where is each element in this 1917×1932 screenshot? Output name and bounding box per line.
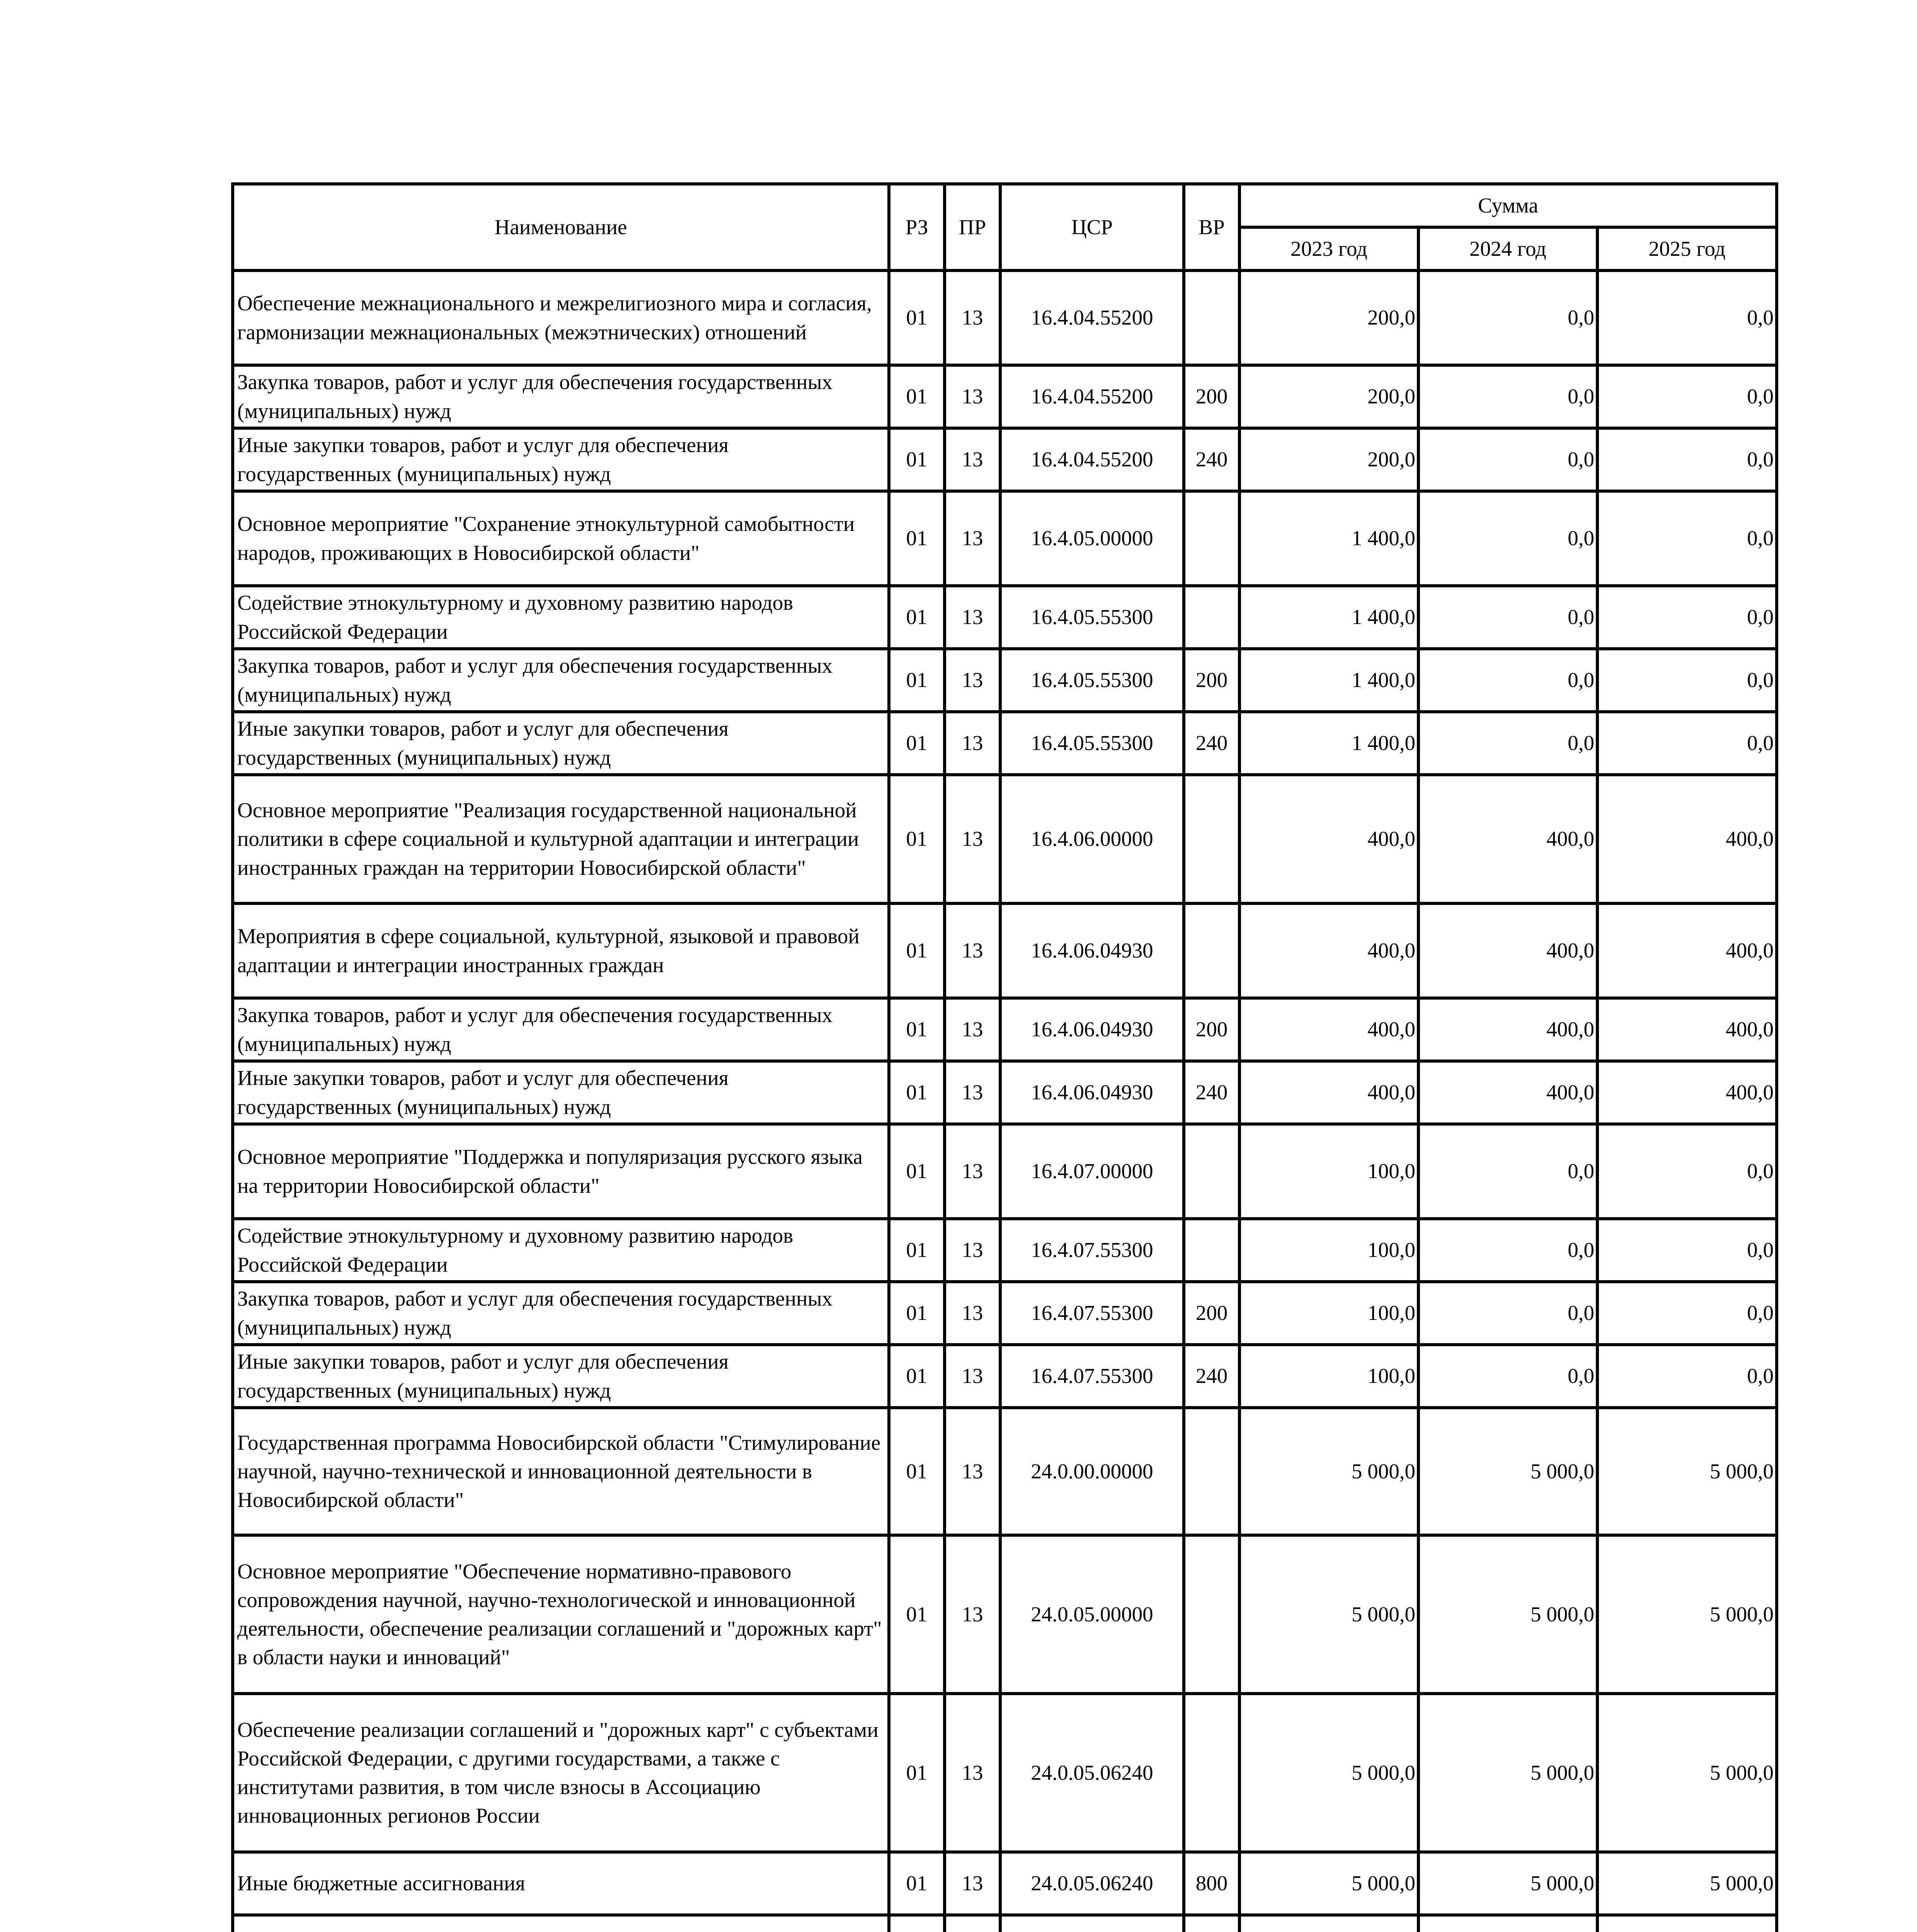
row-name: Иные закупки товаров, работ и услуг для обеспечения государственных (муниципальных) нужд [233, 428, 889, 491]
row-sum-2023: 1 400,0 [1239, 649, 1418, 712]
row-vr [1184, 1124, 1239, 1219]
row-name [233, 1915, 889, 1932]
row-sum-2023: 1 400,0 [1239, 491, 1418, 586]
row-pr: 13 [945, 491, 1000, 586]
row-sum-2025: 5 000,0 [1597, 1408, 1777, 1535]
table-row [233, 365, 1777, 428]
row-pr: 13 [945, 1345, 1000, 1408]
row-sum-2024: 400,0 [1418, 775, 1597, 903]
row-csr: 16.4.07.55300 [1000, 1282, 1184, 1345]
row-sum-2023: 100,0 [1239, 1345, 1418, 1408]
row-vr: 200 [1184, 1282, 1239, 1345]
row-pr: 13 [945, 428, 1000, 491]
row-vr: 200 [1184, 365, 1239, 428]
table-row [233, 998, 1777, 1061]
table-row [233, 586, 1777, 649]
row-sum-2024: 0,0 [1418, 270, 1597, 365]
row-rz: 01 [889, 1535, 945, 1694]
header-name: Наименование [233, 184, 889, 270]
row-name: Иные закупки товаров, работ и услуг для обеспечения государственных (муниципальных) нужд [233, 1345, 889, 1408]
row-pr: 13 [945, 270, 1000, 365]
row-csr: 16.4.07.00000 [1000, 1124, 1184, 1219]
row-sum-2023 [1239, 1915, 1418, 1932]
row-csr: 16.4.06.04930 [1000, 1061, 1184, 1124]
row-sum-2025: 0,0 [1597, 586, 1777, 649]
table-row [233, 903, 1777, 998]
row-sum-2025: 0,0 [1597, 270, 1777, 365]
row-sum-2025: 0,0 [1597, 1219, 1777, 1282]
row-vr [1184, 1694, 1239, 1852]
row-csr: 24.0.00.00000 [1000, 1408, 1184, 1535]
row-pr: 13 [945, 1124, 1000, 1219]
table-row [233, 1535, 1777, 1694]
row-sum-2025: 0,0 [1597, 712, 1777, 775]
row-sum-2025 [1597, 1915, 1777, 1932]
row-pr [945, 1915, 1000, 1932]
row-rz: 01 [889, 712, 945, 775]
row-sum-2023: 5 000,0 [1239, 1535, 1418, 1694]
row-sum-2023: 5 000,0 [1239, 1408, 1418, 1535]
row-sum-2024: 400,0 [1418, 1061, 1597, 1124]
row-csr [1000, 1915, 1184, 1932]
row-sum-2024: 5 000,0 [1418, 1408, 1597, 1535]
row-vr: 800 [1184, 1852, 1239, 1915]
row-sum-2025: 0,0 [1597, 365, 1777, 428]
row-sum-2024: 0,0 [1418, 712, 1597, 775]
row-rz: 01 [889, 903, 945, 998]
row-sum-2024: 0,0 [1418, 491, 1597, 586]
row-name: Закупка товаров, работ и услуг для обеспечения государственных (муниципальных) нужд [233, 1282, 889, 1345]
header-year-2025: 2025 год [1597, 227, 1777, 270]
header-year-2024: 2024 год [1418, 227, 1597, 270]
row-name: Закупка товаров, работ и услуг для обеспечения государственных (муниципальных) нужд [233, 649, 889, 712]
row-sum-2024: 0,0 [1418, 649, 1597, 712]
row-sum-2023: 1 400,0 [1239, 712, 1418, 775]
row-name: Основное мероприятие "Реализация государственной национальной политики в сфере социальной и культурной адаптации и интеграции иностранных граждан на территории Новосибирской области" [233, 775, 889, 903]
row-pr: 13 [945, 1852, 1000, 1915]
row-rz: 01 [889, 649, 945, 712]
row-rz: 01 [889, 998, 945, 1061]
row-rz: 01 [889, 1219, 945, 1282]
row-sum-2023: 100,0 [1239, 1219, 1418, 1282]
row-sum-2024: 0,0 [1418, 1219, 1597, 1282]
row-vr [1184, 1219, 1239, 1282]
row-csr: 16.4.04.55200 [1000, 270, 1184, 365]
row-csr: 16.4.04.55200 [1000, 428, 1184, 491]
row-pr: 13 [945, 1219, 1000, 1282]
row-csr: 16.4.07.55300 [1000, 1219, 1184, 1282]
row-rz: 01 [889, 775, 945, 903]
row-pr: 13 [945, 1282, 1000, 1345]
row-sum-2023: 200,0 [1239, 428, 1418, 491]
row-pr: 13 [945, 1408, 1000, 1535]
row-rz [889, 1915, 945, 1932]
row-sum-2025: 0,0 [1597, 428, 1777, 491]
row-vr [1184, 1535, 1239, 1694]
row-sum-2025: 0,0 [1597, 649, 1777, 712]
header-pr: ПР [945, 184, 1000, 270]
row-sum-2023: 400,0 [1239, 775, 1418, 903]
row-vr [1184, 903, 1239, 998]
row-pr: 13 [945, 1535, 1000, 1694]
row-name: Закупка товаров, работ и услуг для обеспечения государственных (муниципальных) нужд [233, 998, 889, 1061]
row-name: Основное мероприятие "Обеспечение нормативно-правового сопровождения научной, научно-технологической и инновационной деятельности, обеспечение реализации соглашений и "дорожных карт" в области науки и инноваций" [233, 1535, 889, 1694]
row-csr: 24.0.05.06240 [1000, 1694, 1184, 1852]
row-sum-2024: 0,0 [1418, 1124, 1597, 1219]
row-rz: 01 [889, 365, 945, 428]
row-pr: 13 [945, 1061, 1000, 1124]
row-rz: 01 [889, 1694, 945, 1852]
row-sum-2023: 5 000,0 [1239, 1694, 1418, 1852]
row-pr: 13 [945, 649, 1000, 712]
row-pr: 13 [945, 1694, 1000, 1852]
row-sum-2025: 0,0 [1597, 1282, 1777, 1345]
row-vr [1184, 586, 1239, 649]
row-name: Государственная программа Новосибирской области "Стимулирование научной, научно-технической и инновационной деятельности в Новосибирской области" [233, 1408, 889, 1535]
row-pr: 13 [945, 998, 1000, 1061]
row-csr: 16.4.05.55300 [1000, 712, 1184, 775]
row-rz: 01 [889, 1408, 945, 1535]
row-sum-2023: 100,0 [1239, 1282, 1418, 1345]
row-vr: 240 [1184, 712, 1239, 775]
row-sum-2024: 0,0 [1418, 428, 1597, 491]
table-row [233, 1694, 1777, 1852]
row-csr: 16.4.06.04930 [1000, 998, 1184, 1061]
row-pr: 13 [945, 775, 1000, 903]
row-sum-2024: 5 000,0 [1418, 1852, 1597, 1915]
row-rz: 01 [889, 1282, 945, 1345]
row-csr: 24.0.05.06240 [1000, 1852, 1184, 1915]
row-sum-2024: 400,0 [1418, 903, 1597, 998]
row-pr: 13 [945, 586, 1000, 649]
row-csr: 16.4.04.55200 [1000, 365, 1184, 428]
table-row [233, 1915, 1777, 1932]
table-row [233, 775, 1777, 903]
row-sum-2023: 400,0 [1239, 903, 1418, 998]
row-name: Мероприятия в сфере социальной, культурной, языковой и правовой адаптации и интеграции иностранных граждан [233, 903, 889, 998]
row-rz: 01 [889, 1345, 945, 1408]
header-year-2023: 2023 год [1239, 227, 1418, 270]
row-sum-2024: 0,0 [1418, 1345, 1597, 1408]
header-sum: Сумма [1239, 184, 1777, 227]
table-row [233, 428, 1777, 491]
row-vr [1184, 1915, 1239, 1932]
row-vr: 200 [1184, 998, 1239, 1061]
row-sum-2025: 0,0 [1597, 491, 1777, 586]
row-vr [1184, 1408, 1239, 1535]
table-row [233, 1345, 1777, 1408]
table-row [233, 1219, 1777, 1282]
table-body [233, 270, 1777, 1932]
row-rz: 01 [889, 586, 945, 649]
table-row [233, 491, 1777, 586]
row-sum-2024: 400,0 [1418, 998, 1597, 1061]
budget-table [231, 182, 1778, 1932]
table-row [233, 1061, 1777, 1124]
row-vr [1184, 270, 1239, 365]
header-vr: ВР [1184, 184, 1239, 270]
row-rz: 01 [889, 270, 945, 365]
row-sum-2025: 0,0 [1597, 1345, 1777, 1408]
row-sum-2024: 5 000,0 [1418, 1535, 1597, 1694]
row-csr: 24.0.05.00000 [1000, 1535, 1184, 1694]
row-rz: 01 [889, 428, 945, 491]
row-sum-2024: 0,0 [1418, 1282, 1597, 1345]
row-name: Обеспечение межнационального и межрелигиозного мира и согласия, гармонизации межнациональных (межэтнических) отношений [233, 270, 889, 365]
row-sum-2023: 400,0 [1239, 1061, 1418, 1124]
row-csr: 16.4.05.00000 [1000, 491, 1184, 586]
row-sum-2025: 0,0 [1597, 1124, 1777, 1219]
row-pr: 13 [945, 903, 1000, 998]
row-sum-2023: 200,0 [1239, 365, 1418, 428]
row-sum-2024: 0,0 [1418, 365, 1597, 428]
table-row [233, 270, 1777, 365]
table-row [233, 1124, 1777, 1219]
row-name: Содействие этнокультурному и духовному развитию народов Российской Федерации [233, 586, 889, 649]
row-name: Иные закупки товаров, работ и услуг для обеспечения государственных (муниципальных) нужд [233, 712, 889, 775]
row-csr: 16.4.05.55300 [1000, 649, 1184, 712]
row-sum-2023: 100,0 [1239, 1124, 1418, 1219]
row-rz: 01 [889, 1061, 945, 1124]
header-rz: РЗ [889, 184, 945, 270]
table-row [233, 1408, 1777, 1535]
row-vr: 240 [1184, 1345, 1239, 1408]
row-vr: 240 [1184, 1061, 1239, 1124]
row-name: Иные закупки товаров, работ и услуг для обеспечения государственных (муниципальных) нужд [233, 1061, 889, 1124]
row-csr: 16.4.06.00000 [1000, 775, 1184, 903]
row-sum-2023: 400,0 [1239, 998, 1418, 1061]
row-vr [1184, 491, 1239, 586]
row-sum-2025: 400,0 [1597, 775, 1777, 903]
row-rz: 01 [889, 1124, 945, 1219]
header-csr: ЦСР [1000, 184, 1184, 270]
row-sum-2024: 5 000,0 [1418, 1694, 1597, 1852]
row-sum-2023: 5 000,0 [1239, 1852, 1418, 1915]
row-name: Основное мероприятие "Поддержка и популяризация русского языка на территории Новосибирской области" [233, 1124, 889, 1219]
row-sum-2025: 5 000,0 [1597, 1694, 1777, 1852]
row-sum-2025: 5 000,0 [1597, 1852, 1777, 1915]
row-sum-2024 [1418, 1915, 1597, 1932]
row-sum-2025: 5 000,0 [1597, 1535, 1777, 1694]
row-csr: 16.4.07.55300 [1000, 1345, 1184, 1408]
row-csr: 16.4.06.04930 [1000, 903, 1184, 998]
row-sum-2025: 400,0 [1597, 1061, 1777, 1124]
row-name: Обеспечение реализации соглашений и "дорожных карт" с субъектами Российской Федерации, с другими государствами, а также с институтами развития, в том числе взносы в Ассоциацию инновационных регионов России [233, 1694, 889, 1852]
row-rz: 01 [889, 491, 945, 586]
row-name: Содействие этнокультурному и духовному развитию народов Российской Федерации [233, 1219, 889, 1282]
row-sum-2024: 0,0 [1418, 586, 1597, 649]
table-row [233, 1852, 1777, 1915]
row-vr: 240 [1184, 428, 1239, 491]
table-row [233, 1282, 1777, 1345]
row-sum-2023: 200,0 [1239, 270, 1418, 365]
row-name: Основное мероприятие "Сохранение этнокультурной самобытности народов, проживающих в Новосибирской области" [233, 491, 889, 586]
table-row [233, 649, 1777, 712]
row-sum-2023: 1 400,0 [1239, 586, 1418, 649]
row-rz: 01 [889, 1852, 945, 1915]
row-sum-2025: 400,0 [1597, 998, 1777, 1061]
row-pr: 13 [945, 365, 1000, 428]
row-name: Иные бюджетные ассигнования [233, 1852, 889, 1915]
table-row [233, 712, 1777, 775]
row-csr: 16.4.05.55300 [1000, 586, 1184, 649]
row-name: Закупка товаров, работ и услуг для обеспечения государственных (муниципальных) нужд [233, 365, 889, 428]
row-vr [1184, 775, 1239, 903]
row-sum-2025: 400,0 [1597, 903, 1777, 998]
row-vr: 200 [1184, 649, 1239, 712]
row-pr: 13 [945, 712, 1000, 775]
